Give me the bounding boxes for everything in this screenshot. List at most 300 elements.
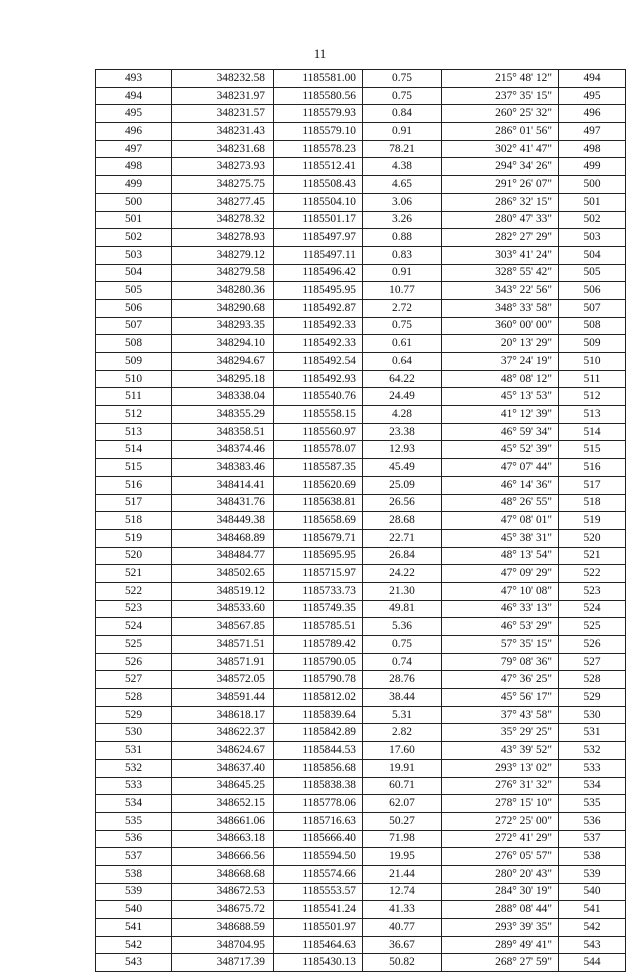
bearing-cell: 215° 48' 12": [442, 70, 559, 88]
distance-cell: 21.44: [363, 865, 442, 883]
distance-cell: 0.61: [363, 335, 442, 353]
point-from-cell: 532: [96, 759, 172, 777]
y-coordinate-cell: 1185790.05: [274, 653, 363, 671]
distance-cell: 64.22: [363, 370, 442, 388]
y-coordinate-cell: 1185679.71: [274, 529, 363, 547]
y-coordinate-cell: 1185492.54: [274, 353, 363, 371]
x-coordinate-cell: 348295.18: [172, 370, 274, 388]
point-from-cell: 535: [96, 812, 172, 830]
table-row: [96, 512, 626, 530]
point-from-cell: 505: [96, 282, 172, 300]
bearing-cell: 37° 24' 19": [442, 353, 559, 371]
table-row: [96, 883, 626, 901]
x-coordinate-cell: 348652.15: [172, 795, 274, 813]
y-coordinate-cell: 1185578.07: [274, 441, 363, 459]
bearing-cell: 45° 13' 53": [442, 388, 559, 406]
distance-cell: 0.74: [363, 653, 442, 671]
table-row: [96, 140, 626, 158]
y-coordinate-cell: 1185495.95: [274, 282, 363, 300]
distance-cell: 0.91: [363, 123, 442, 141]
table-row: [96, 211, 626, 229]
x-coordinate-cell: 348618.17: [172, 706, 274, 724]
distance-cell: 62.07: [363, 795, 442, 813]
point-from-cell: 541: [96, 919, 172, 937]
point-to-cell: 538: [559, 848, 626, 866]
x-coordinate-cell: 348374.46: [172, 441, 274, 459]
point-to-cell: 524: [559, 600, 626, 618]
table-row: [96, 936, 626, 954]
point-to-cell: 533: [559, 759, 626, 777]
point-from-cell: 501: [96, 211, 172, 229]
point-from-cell: 539: [96, 883, 172, 901]
y-coordinate-cell: 1185553.57: [274, 883, 363, 901]
x-coordinate-cell: 348567.85: [172, 618, 274, 636]
x-coordinate-cell: 348293.35: [172, 317, 274, 335]
bearing-cell: 276° 05' 57": [442, 848, 559, 866]
table-row: [96, 812, 626, 830]
distance-cell: 0.83: [363, 246, 442, 264]
y-coordinate-cell: 1185492.87: [274, 299, 363, 317]
point-from-cell: 519: [96, 529, 172, 547]
bearing-cell: 286° 01' 56": [442, 123, 559, 141]
x-coordinate-cell: 348358.51: [172, 423, 274, 441]
x-coordinate-cell: 348661.06: [172, 812, 274, 830]
bearing-cell: 280° 47' 33": [442, 211, 559, 229]
y-coordinate-cell: 1185492.33: [274, 317, 363, 335]
point-to-cell: 503: [559, 229, 626, 247]
y-coordinate-cell: 1185540.76: [274, 388, 363, 406]
y-coordinate-cell: 1185844.53: [274, 742, 363, 760]
bearing-cell: 35° 29' 25": [442, 724, 559, 742]
x-coordinate-cell: 348275.75: [172, 176, 274, 194]
y-coordinate-cell: 1185733.73: [274, 582, 363, 600]
distance-cell: 12.74: [363, 883, 442, 901]
point-from-cell: 542: [96, 936, 172, 954]
bearing-cell: 288° 08' 44": [442, 901, 559, 919]
point-from-cell: 522: [96, 582, 172, 600]
point-to-cell: 517: [559, 476, 626, 494]
bearing-cell: 268° 27' 59": [442, 954, 559, 972]
table-row: [96, 282, 626, 300]
distance-cell: 23.38: [363, 423, 442, 441]
distance-cell: 50.27: [363, 812, 442, 830]
table-row: [96, 689, 626, 707]
bearing-cell: 48° 13' 54": [442, 547, 559, 565]
x-coordinate-cell: 348280.36: [172, 282, 274, 300]
bearing-cell: 45° 38' 31": [442, 529, 559, 547]
y-coordinate-cell: 1185715.97: [274, 565, 363, 583]
point-from-cell: 521: [96, 565, 172, 583]
y-coordinate-cell: 1185812.02: [274, 689, 363, 707]
bearing-cell: 302° 41' 47": [442, 140, 559, 158]
point-to-cell: 527: [559, 653, 626, 671]
bearing-cell: 47° 08' 01": [442, 512, 559, 530]
point-from-cell: 534: [96, 795, 172, 813]
bearing-cell: 272° 41' 29": [442, 830, 559, 848]
point-to-cell: 515: [559, 441, 626, 459]
point-from-cell: 494: [96, 87, 172, 105]
y-coordinate-cell: 1185842.89: [274, 724, 363, 742]
x-coordinate-cell: 348231.57: [172, 105, 274, 123]
x-coordinate-cell: 348290.68: [172, 299, 274, 317]
x-coordinate-cell: 348273.93: [172, 158, 274, 176]
distance-cell: 10.77: [363, 282, 442, 300]
distance-cell: 0.84: [363, 105, 442, 123]
x-coordinate-cell: 348624.67: [172, 742, 274, 760]
page-number: 11: [313, 46, 327, 61]
point-from-cell: 509: [96, 353, 172, 371]
point-to-cell: 500: [559, 176, 626, 194]
table-row: [96, 229, 626, 247]
distance-cell: 0.64: [363, 353, 442, 371]
y-coordinate-cell: 1185716.63: [274, 812, 363, 830]
point-from-cell: 503: [96, 246, 172, 264]
x-coordinate-cell: 348278.32: [172, 211, 274, 229]
x-coordinate-cell: 348622.37: [172, 724, 274, 742]
y-coordinate-cell: 1185512.41: [274, 158, 363, 176]
point-from-cell: 540: [96, 901, 172, 919]
x-coordinate-cell: 348231.68: [172, 140, 274, 158]
table-row: [96, 193, 626, 211]
x-coordinate-cell: 348338.04: [172, 388, 274, 406]
table-row: [96, 335, 626, 353]
table-row: [96, 158, 626, 176]
table-row: [96, 370, 626, 388]
bearing-cell: 280° 20' 43": [442, 865, 559, 883]
x-coordinate-cell: 348383.46: [172, 459, 274, 477]
distance-cell: 0.91: [363, 264, 442, 282]
table-row: [96, 476, 626, 494]
table-row: [96, 759, 626, 777]
point-to-cell: 513: [559, 406, 626, 424]
distance-cell: 5.36: [363, 618, 442, 636]
distance-cell: 45.49: [363, 459, 442, 477]
distance-cell: 50.82: [363, 954, 442, 972]
x-coordinate-cell: 348645.25: [172, 777, 274, 795]
point-from-cell: 506: [96, 299, 172, 317]
x-coordinate-cell: 348663.18: [172, 830, 274, 848]
point-to-cell: 540: [559, 883, 626, 901]
x-coordinate-cell: 348571.91: [172, 653, 274, 671]
bearing-cell: 303° 41' 24": [442, 246, 559, 264]
distance-cell: 19.95: [363, 848, 442, 866]
point-from-cell: 502: [96, 229, 172, 247]
x-coordinate-cell: 348666.56: [172, 848, 274, 866]
bearing-cell: 41° 12' 39": [442, 406, 559, 424]
point-to-cell: 519: [559, 512, 626, 530]
bearing-cell: 284° 30' 19": [442, 883, 559, 901]
distance-cell: 78.21: [363, 140, 442, 158]
table-row: [96, 264, 626, 282]
distance-cell: 41.33: [363, 901, 442, 919]
bearing-cell: 294° 34' 26": [442, 158, 559, 176]
table-row: [96, 742, 626, 760]
point-from-cell: 497: [96, 140, 172, 158]
y-coordinate-cell: 1185789.42: [274, 636, 363, 654]
point-from-cell: 500: [96, 193, 172, 211]
point-to-cell: 496: [559, 105, 626, 123]
y-coordinate-cell: 1185579.93: [274, 105, 363, 123]
x-coordinate-cell: 348484.77: [172, 547, 274, 565]
point-to-cell: 537: [559, 830, 626, 848]
table-row: [96, 459, 626, 477]
table-row: [96, 70, 626, 88]
point-from-cell: 530: [96, 724, 172, 742]
x-coordinate-cell: 348232.58: [172, 70, 274, 88]
point-from-cell: 520: [96, 547, 172, 565]
bearing-cell: 348° 33' 58": [442, 299, 559, 317]
x-coordinate-cell: 348431.76: [172, 494, 274, 512]
x-coordinate-cell: 348688.59: [172, 919, 274, 937]
y-coordinate-cell: 1185638.81: [274, 494, 363, 512]
point-from-cell: 507: [96, 317, 172, 335]
y-coordinate-cell: 1185666.40: [274, 830, 363, 848]
point-from-cell: 527: [96, 671, 172, 689]
x-coordinate-cell: 348279.12: [172, 246, 274, 264]
point-to-cell: 523: [559, 582, 626, 600]
x-coordinate-cell: 348355.29: [172, 406, 274, 424]
y-coordinate-cell: 1185504.10: [274, 193, 363, 211]
table-row: [96, 317, 626, 335]
table-row: [96, 547, 626, 565]
bearing-cell: 276° 31' 32": [442, 777, 559, 795]
point-to-cell: 516: [559, 459, 626, 477]
table-row: [96, 423, 626, 441]
bearing-cell: 48° 08' 12": [442, 370, 559, 388]
y-coordinate-cell: 1185497.11: [274, 246, 363, 264]
bearing-cell: 45° 56' 17": [442, 689, 559, 707]
x-coordinate-cell: 348637.40: [172, 759, 274, 777]
distance-cell: 24.22: [363, 565, 442, 583]
point-to-cell: 502: [559, 211, 626, 229]
point-to-cell: 508: [559, 317, 626, 335]
table-row: [96, 565, 626, 583]
table-row: [96, 441, 626, 459]
point-to-cell: 514: [559, 423, 626, 441]
point-to-cell: 525: [559, 618, 626, 636]
x-coordinate-cell: 348278.93: [172, 229, 274, 247]
point-to-cell: 536: [559, 812, 626, 830]
distance-cell: 21.30: [363, 582, 442, 600]
x-coordinate-cell: 348414.41: [172, 476, 274, 494]
bearing-cell: 272° 25' 00": [442, 812, 559, 830]
point-from-cell: 508: [96, 335, 172, 353]
point-from-cell: 517: [96, 494, 172, 512]
table-row: [96, 529, 626, 547]
bearing-cell: 79° 08' 36": [442, 653, 559, 671]
table-row: [96, 600, 626, 618]
distance-cell: 4.65: [363, 176, 442, 194]
x-coordinate-cell: 348502.65: [172, 565, 274, 583]
point-from-cell: 533: [96, 777, 172, 795]
bearing-cell: 57° 35' 15": [442, 636, 559, 654]
distance-cell: 71.98: [363, 830, 442, 848]
point-to-cell: 501: [559, 193, 626, 211]
bearing-cell: 360° 00' 00": [442, 317, 559, 335]
y-coordinate-cell: 1185541.24: [274, 901, 363, 919]
distance-cell: 3.06: [363, 193, 442, 211]
point-from-cell: 531: [96, 742, 172, 760]
bearing-cell: 47° 07' 44": [442, 459, 559, 477]
table-row: [96, 299, 626, 317]
bearing-cell: 43° 39' 52": [442, 742, 559, 760]
y-coordinate-cell: 1185501.97: [274, 919, 363, 937]
y-coordinate-cell: 1185856.68: [274, 759, 363, 777]
point-to-cell: 534: [559, 777, 626, 795]
table-row: [96, 636, 626, 654]
point-to-cell: 504: [559, 246, 626, 264]
y-coordinate-cell: 1185839.64: [274, 706, 363, 724]
point-to-cell: 543: [559, 936, 626, 954]
point-from-cell: 512: [96, 406, 172, 424]
point-from-cell: 536: [96, 830, 172, 848]
bearing-cell: 282° 27' 29": [442, 229, 559, 247]
y-coordinate-cell: 1185581.00: [274, 70, 363, 88]
y-coordinate-cell: 1185492.33: [274, 335, 363, 353]
point-from-cell: 525: [96, 636, 172, 654]
table-row: [96, 176, 626, 194]
distance-cell: 26.84: [363, 547, 442, 565]
distance-cell: 26.56: [363, 494, 442, 512]
bearing-cell: 289° 49' 41": [442, 936, 559, 954]
x-coordinate-cell: 348231.43: [172, 123, 274, 141]
bearing-cell: 328° 55' 42": [442, 264, 559, 282]
point-from-cell: 543: [96, 954, 172, 972]
point-to-cell: 507: [559, 299, 626, 317]
point-from-cell: 528: [96, 689, 172, 707]
point-to-cell: 542: [559, 919, 626, 937]
y-coordinate-cell: 1185508.43: [274, 176, 363, 194]
point-from-cell: 498: [96, 158, 172, 176]
table-row: [96, 353, 626, 371]
bearing-cell: 293° 13' 02": [442, 759, 559, 777]
x-coordinate-cell: 348519.12: [172, 582, 274, 600]
coordinate-table: [95, 69, 626, 972]
y-coordinate-cell: 1185574.66: [274, 865, 363, 883]
table-row: [96, 582, 626, 600]
y-coordinate-cell: 1185778.06: [274, 795, 363, 813]
table-row: [96, 246, 626, 264]
distance-cell: 49.81: [363, 600, 442, 618]
x-coordinate-cell: 348672.53: [172, 883, 274, 901]
distance-cell: 2.82: [363, 724, 442, 742]
distance-cell: 4.38: [363, 158, 442, 176]
distance-cell: 17.60: [363, 742, 442, 760]
table-row: [96, 494, 626, 512]
y-coordinate-cell: 1185620.69: [274, 476, 363, 494]
table-row: [96, 123, 626, 141]
point-to-cell: 522: [559, 565, 626, 583]
bearing-cell: 46° 59' 34": [442, 423, 559, 441]
point-from-cell: 526: [96, 653, 172, 671]
bearing-cell: 260° 25' 32": [442, 105, 559, 123]
x-coordinate-cell: 348704.95: [172, 936, 274, 954]
table-row: [96, 671, 626, 689]
point-to-cell: 518: [559, 494, 626, 512]
bearing-cell: 20° 13' 29": [442, 335, 559, 353]
table-row: [96, 865, 626, 883]
y-coordinate-cell: 1185785.51: [274, 618, 363, 636]
point-to-cell: 512: [559, 388, 626, 406]
point-from-cell: 511: [96, 388, 172, 406]
x-coordinate-cell: 348231.97: [172, 87, 274, 105]
point-to-cell: 529: [559, 689, 626, 707]
bearing-cell: 46° 53' 29": [442, 618, 559, 636]
point-from-cell: 537: [96, 848, 172, 866]
point-from-cell: 514: [96, 441, 172, 459]
y-coordinate-cell: 1185749.35: [274, 600, 363, 618]
y-coordinate-cell: 1185558.15: [274, 406, 363, 424]
x-coordinate-cell: 348591.44: [172, 689, 274, 707]
point-to-cell: 526: [559, 636, 626, 654]
x-coordinate-cell: 348717.39: [172, 954, 274, 972]
bearing-cell: 46° 14' 36": [442, 476, 559, 494]
point-from-cell: 524: [96, 618, 172, 636]
y-coordinate-cell: 1185501.17: [274, 211, 363, 229]
distance-cell: 3.26: [363, 211, 442, 229]
point-to-cell: 498: [559, 140, 626, 158]
x-coordinate-cell: 348572.05: [172, 671, 274, 689]
x-coordinate-cell: 348668.68: [172, 865, 274, 883]
table-row: [96, 105, 626, 123]
distance-cell: 36.67: [363, 936, 442, 954]
distance-cell: 60.71: [363, 777, 442, 795]
distance-cell: 38.44: [363, 689, 442, 707]
point-to-cell: 544: [559, 954, 626, 972]
x-coordinate-cell: 348571.51: [172, 636, 274, 654]
point-to-cell: 528: [559, 671, 626, 689]
distance-cell: 22.71: [363, 529, 442, 547]
point-to-cell: 530: [559, 706, 626, 724]
table-row: [96, 724, 626, 742]
point-from-cell: 513: [96, 423, 172, 441]
point-from-cell: 495: [96, 105, 172, 123]
y-coordinate-cell: 1185560.97: [274, 423, 363, 441]
table-row: [96, 954, 626, 972]
table-row: [96, 87, 626, 105]
y-coordinate-cell: 1185580.56: [274, 87, 363, 105]
distance-cell: 12.93: [363, 441, 442, 459]
y-coordinate-cell: 1185594.50: [274, 848, 363, 866]
y-coordinate-cell: 1185430.13: [274, 954, 363, 972]
distance-cell: 0.75: [363, 87, 442, 105]
point-to-cell: 499: [559, 158, 626, 176]
table-body: [96, 70, 626, 972]
table-row: [96, 618, 626, 636]
point-from-cell: 510: [96, 370, 172, 388]
point-from-cell: 529: [96, 706, 172, 724]
point-to-cell: 511: [559, 370, 626, 388]
point-from-cell: 518: [96, 512, 172, 530]
point-to-cell: 535: [559, 795, 626, 813]
table-row: [96, 795, 626, 813]
table-row: [96, 777, 626, 795]
bearing-cell: 47° 09' 29": [442, 565, 559, 583]
point-from-cell: 523: [96, 600, 172, 618]
point-to-cell: 506: [559, 282, 626, 300]
point-from-cell: 538: [96, 865, 172, 883]
point-from-cell: 493: [96, 70, 172, 88]
point-to-cell: 532: [559, 742, 626, 760]
y-coordinate-cell: 1185790.78: [274, 671, 363, 689]
table-row: [96, 848, 626, 866]
distance-cell: 0.75: [363, 317, 442, 335]
point-from-cell: 516: [96, 476, 172, 494]
y-coordinate-cell: 1185578.23: [274, 140, 363, 158]
bearing-cell: 237° 35' 15": [442, 87, 559, 105]
distance-cell: 5.31: [363, 706, 442, 724]
table-row: [96, 830, 626, 848]
